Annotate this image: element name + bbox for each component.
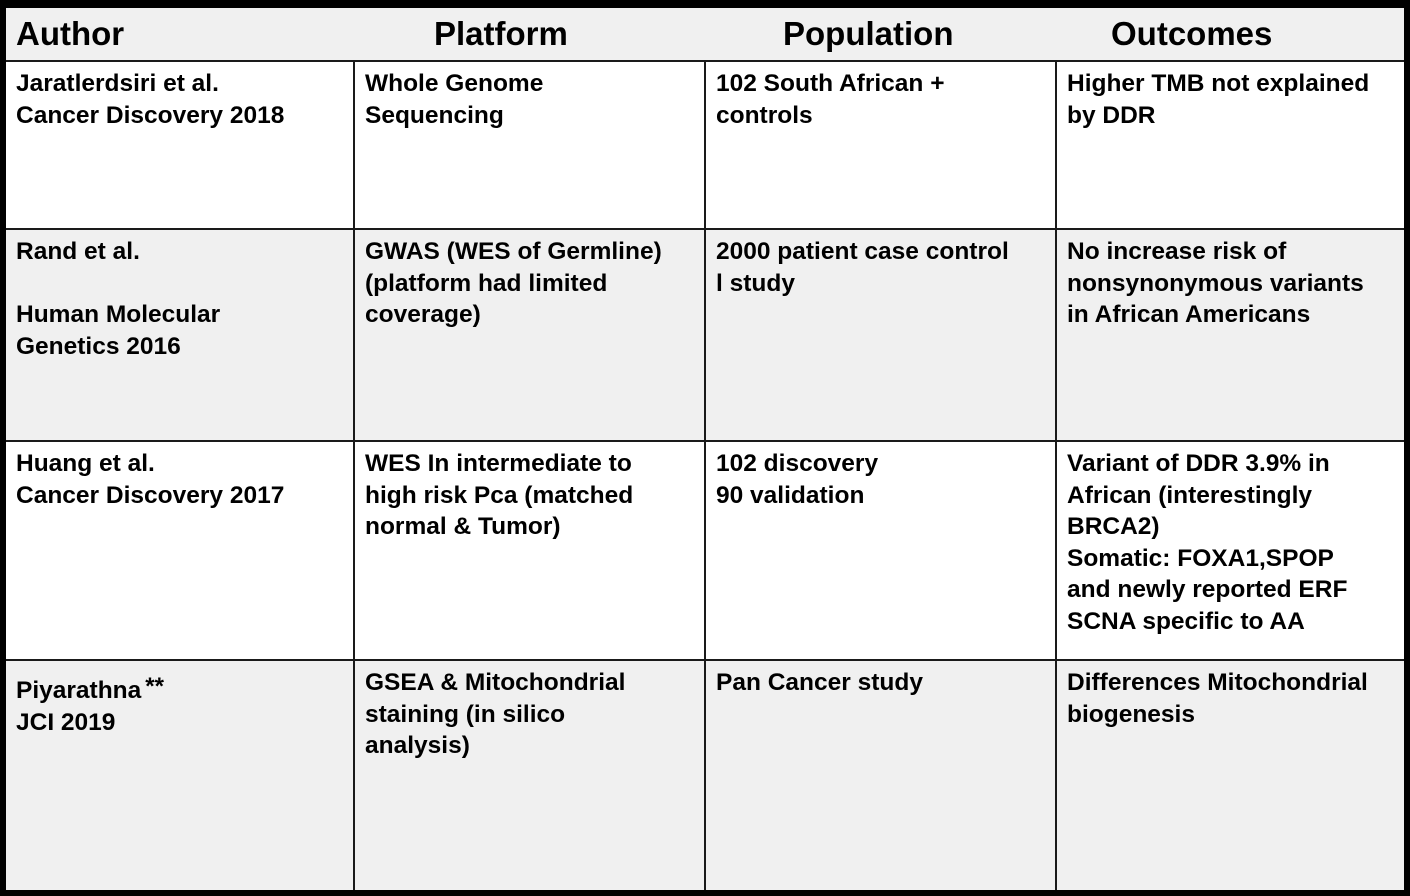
header-outcomes: Outcomes [1056, 8, 1404, 61]
cell-author: Jaratlerdsiri et al. Cancer Discovery 2018 [6, 61, 354, 229]
table-header-row [6, 8, 1404, 61]
header-population: Population [705, 8, 1056, 61]
cell-outcomes: Differences Mitochondrial biogenesis [1056, 660, 1404, 890]
slide-frame [6, 8, 1404, 890]
author-journal: JCI 2019 [16, 708, 116, 736]
table-row [6, 229, 1404, 441]
author-name: Piyarathna [16, 677, 142, 704]
cell-population: 2000 patient case control l study [705, 229, 1056, 441]
cell-platform: GSEA & Mitochondrial staining (in silico analysis) [354, 660, 705, 890]
cell-author [6, 660, 354, 890]
header-platform: Platform [354, 8, 705, 61]
table-row [6, 441, 1404, 660]
cell-platform: Whole Genome Sequencing [354, 61, 705, 229]
cell-author: Huang et al. Cancer Discovery 2017 [6, 441, 354, 660]
cell-author: Rand et al. Human Molecular Genetics 2016 [6, 229, 354, 441]
cell-population: Pan Cancer study [705, 660, 1056, 890]
cell-population: 102 South African + controls [705, 61, 1056, 229]
studies-table [6, 8, 1404, 890]
cell-platform: GWAS (WES of Germline) (platform had limited coverage) [354, 229, 705, 441]
cell-outcomes: Variant of DDR 3.9% in African (interestingly BRCA2) Somatic: FOXA1,SPOP and newly reported ERF SCNA specific to AA [1056, 441, 1404, 660]
footnote-marker: ** [145, 673, 164, 700]
cell-population: 102 discovery 90 validation [705, 441, 1056, 660]
header-author: Author [6, 8, 354, 61]
cell-platform: WES In intermediate to high risk Pca (matched normal & Tumor) [354, 441, 705, 660]
cell-outcomes: No increase risk of nonsynonymous variants in African Americans [1056, 229, 1404, 441]
cell-outcomes: Higher TMB not explained by DDR [1056, 61, 1404, 229]
table-row [6, 660, 1404, 890]
table-row [6, 61, 1404, 229]
